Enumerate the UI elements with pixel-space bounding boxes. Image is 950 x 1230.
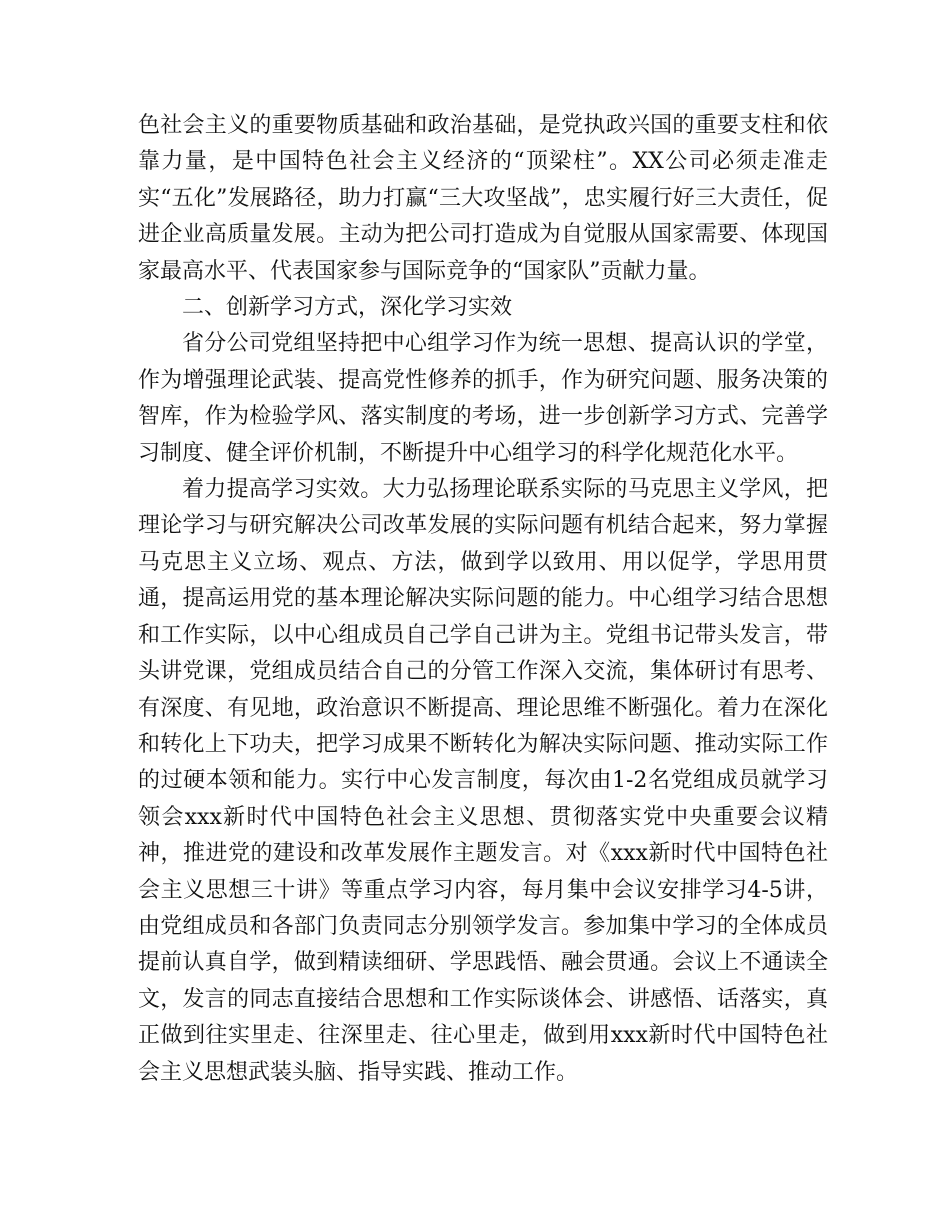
paragraph-study-platform: 省分公司党组坚持把中心组学习作为统一思想、提高认识的学堂，作为增强理论武装、提高党性修养的抓手，作为研究问题、服务决策的智库，作为检验学风、落实制度的考场，进一步创新学习方式、完善学习制度、健全评价机制，不断提升中心组学习的科学化规范化水平。: [138, 331, 828, 466]
section-heading: 二、创新学习方式，深化学习实效: [182, 295, 513, 321]
document-page: [138, 108, 828, 1091]
paragraph-study-effectiveness: 着力提高学习实效。大力弘扬理论联系实际的马克思主义学风，把理论学习与研究解决公司改革发展的实际问题有机结合起来，努力掌握马克思主义立场、观点、方法，做到学以致用、用以促学，学思用贯通，提高运用党的基本理论解决实际问题的能力。中心组学习结合思想和工作实际，以中心组成员自己学自己讲为主。党组书记带头发言，带头讲党课，党组成员结合自己的分管工作深入交流，集体研讨有思考、有深度、有见地，政治意识不断提高、理论思维不断强化。着力在深化和转化上下功夫，把学习成果不断转化为解决实际问题、推动实际工作的过硬本领和能力。实行中心发言制度，每次由1-2名党组成员就学习领会xxx新时代中国特色社会主义思想、贯彻落实党中央重要会议精神，推进党的建设和改革发展作主题发言。对《xxx新时代中国特色社会主义思想三十讲》等重点学习内容，每月集中会议安排学习4-5讲，由党组成员和各部门负责同志分别领学发言。参加集中学习的全体成员提前认真自学，做到精读细研、学思践悟、融会贯通。会议上不通读全文，发言的同志直接结合思想和工作实际谈体会、讲感悟、话落实，真正做到往实里走、往深里走、往心里走，做到用xxx新时代中国特色社会主义思想武装头脑、指导实践、推动工作。: [138, 477, 828, 1085]
paragraph-continuation: 色社会主义的重要物质基础和政治基础，是党执政兴国的重要支柱和依靠力量，是中国特色社会主义经济的“顶梁柱”。XX公司必须走准走实“五化”发展路径，助力打赢“三大攻坚战”，忠实履行好三大责任，促进企业高质量发展。主动为把公司打造成为自觉服从国家需要、体现国家最高水平、代表国家参与国际竞争的“国家队”贡献力量。: [138, 113, 828, 284]
